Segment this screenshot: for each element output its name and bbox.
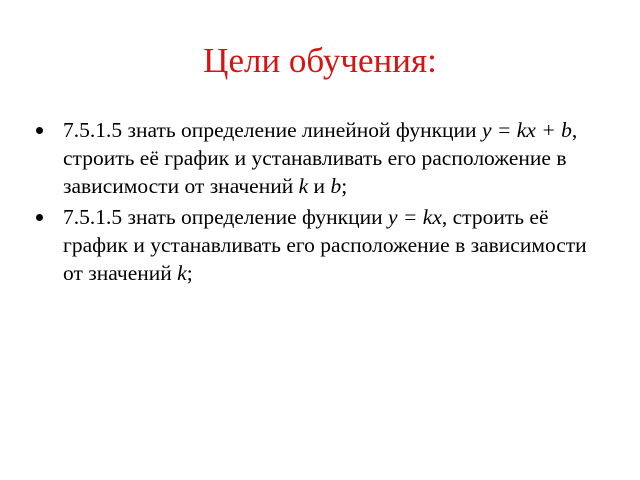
variable-k: k xyxy=(177,261,187,285)
slide-title: Цели обучения: xyxy=(203,41,437,80)
bullet-text-segment: 7.5.1.5 знать определение функции xyxy=(63,205,388,229)
bullet-dot-icon xyxy=(36,214,43,221)
bullet-item xyxy=(36,203,608,287)
variable-k: k xyxy=(298,174,309,198)
bullet-text-segment: ; xyxy=(341,174,348,198)
bullet-text-segment: 7.5.1.5 знать определение линейной функции xyxy=(63,118,482,142)
variable-b: b xyxy=(330,174,342,198)
bullet-text-segment: , строить её график и устанавливать его расположение в зависимости от значений xyxy=(63,205,587,285)
bullet-text-segment: ; xyxy=(186,261,193,285)
bullet-text-segment: , строить её график и устанавливать его расположение в зависимости от значений xyxy=(63,118,578,198)
bullet-text-segment: и xyxy=(308,174,331,198)
formula-proportional: y = kx xyxy=(388,205,442,229)
bullet-item xyxy=(36,116,608,200)
bullet-list xyxy=(36,116,608,290)
formula-linear: y = kx + b xyxy=(481,118,572,142)
bullet-dot-icon xyxy=(36,127,43,134)
